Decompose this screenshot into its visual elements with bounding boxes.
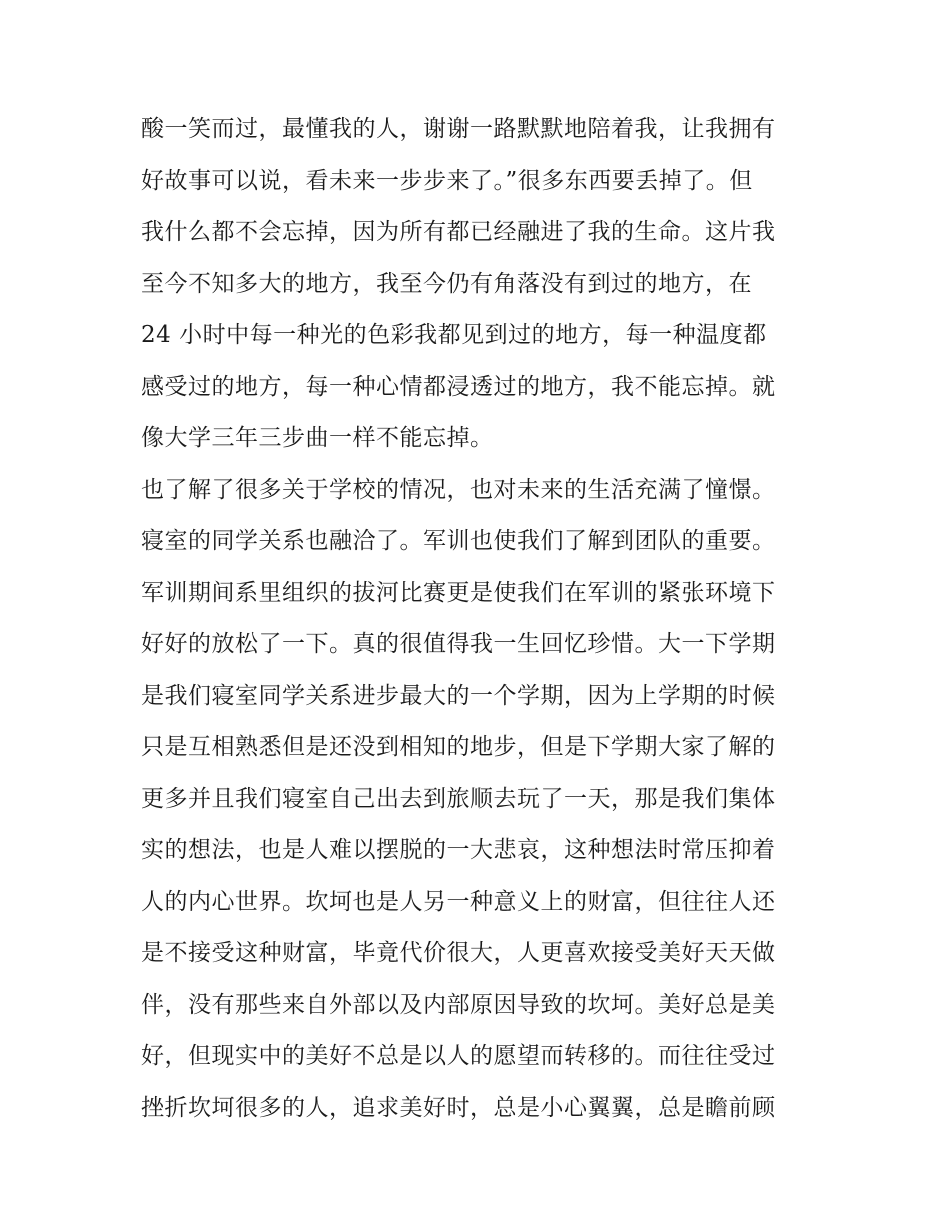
text-line-13: 只是互相熟悉但是还没到相知的地步，但是下学期大家了解的 — [141, 734, 776, 760]
text-line-11: 好好的放松了一下。真的很值得我一生回忆珍惜。大一下学期 — [141, 631, 776, 657]
text-line-10: 军训期间系里组织的拔河比赛更是使我们在军训的紧张环境下 — [141, 579, 776, 606]
text-line-18: 伴，没有那些来自外部以及内部原因导致的坎坷。美好总是美 — [141, 991, 776, 1018]
text-line-20: 挫折坎坷很多的人，追求美好时，总是小心翼翼，总是瞻前顾 — [141, 1094, 776, 1121]
text-line-5: 24 小时中每一种光的色彩我都见到过的地方，每一种温度都 — [141, 322, 767, 348]
text-line-2: 好故事可以说，看未来一步步来了。”很多东西要丢掉了。但 — [141, 167, 753, 194]
text-line-1: 酸一笑而过，最懂我的人，谢谢一路默默地陪着我，让我拥有 — [141, 116, 776, 142]
text-line-8: 也了解了很多关于学校的情况，也对未来的生活充满了憧憬。 — [141, 476, 776, 503]
text-line-6: 感受过的地方，每一种心情都浸透过的地方，我不能忘掉。就 — [141, 373, 776, 400]
text-line-17: 是不接受这种财富，毕竟代价很大，人更喜欢接受美好天天做 — [141, 940, 776, 966]
text-line-15: 实的想法，也是人难以摆脱的一大悲哀，这种想法时常压抑着 — [141, 837, 776, 863]
text-line-3: 我什么都不会忘掉，因为所有都已经融进了我的生命。这片我 — [141, 219, 776, 245]
text-line-14: 更多并且我们寝室自己出去到旅顺去玩了一天，那是我们集体 — [141, 785, 776, 812]
text-line-16: 人的内心世界。坎坷也是人另一种意义上的财富，但往往人还 — [141, 888, 776, 915]
text-line-4: 至今不知多大的地方，我至今仍有角落没有到过的地方，在 — [141, 270, 752, 297]
text-line-7: 像大学三年三步曲一样不能忘掉。 — [141, 425, 494, 451]
body-text — [141, 104, 821, 1134]
text-line-12: 是我们寝室同学关系进步最大的一个学期，因为上学期的时候 — [141, 682, 776, 709]
text-line-9: 寝室的同学关系也融洽了。军训也使我们了解到团队的重要。 — [141, 528, 776, 554]
text-line-19: 好，但现实中的美好不总是以人的愿望而转移的。而往往受过 — [141, 1043, 776, 1069]
